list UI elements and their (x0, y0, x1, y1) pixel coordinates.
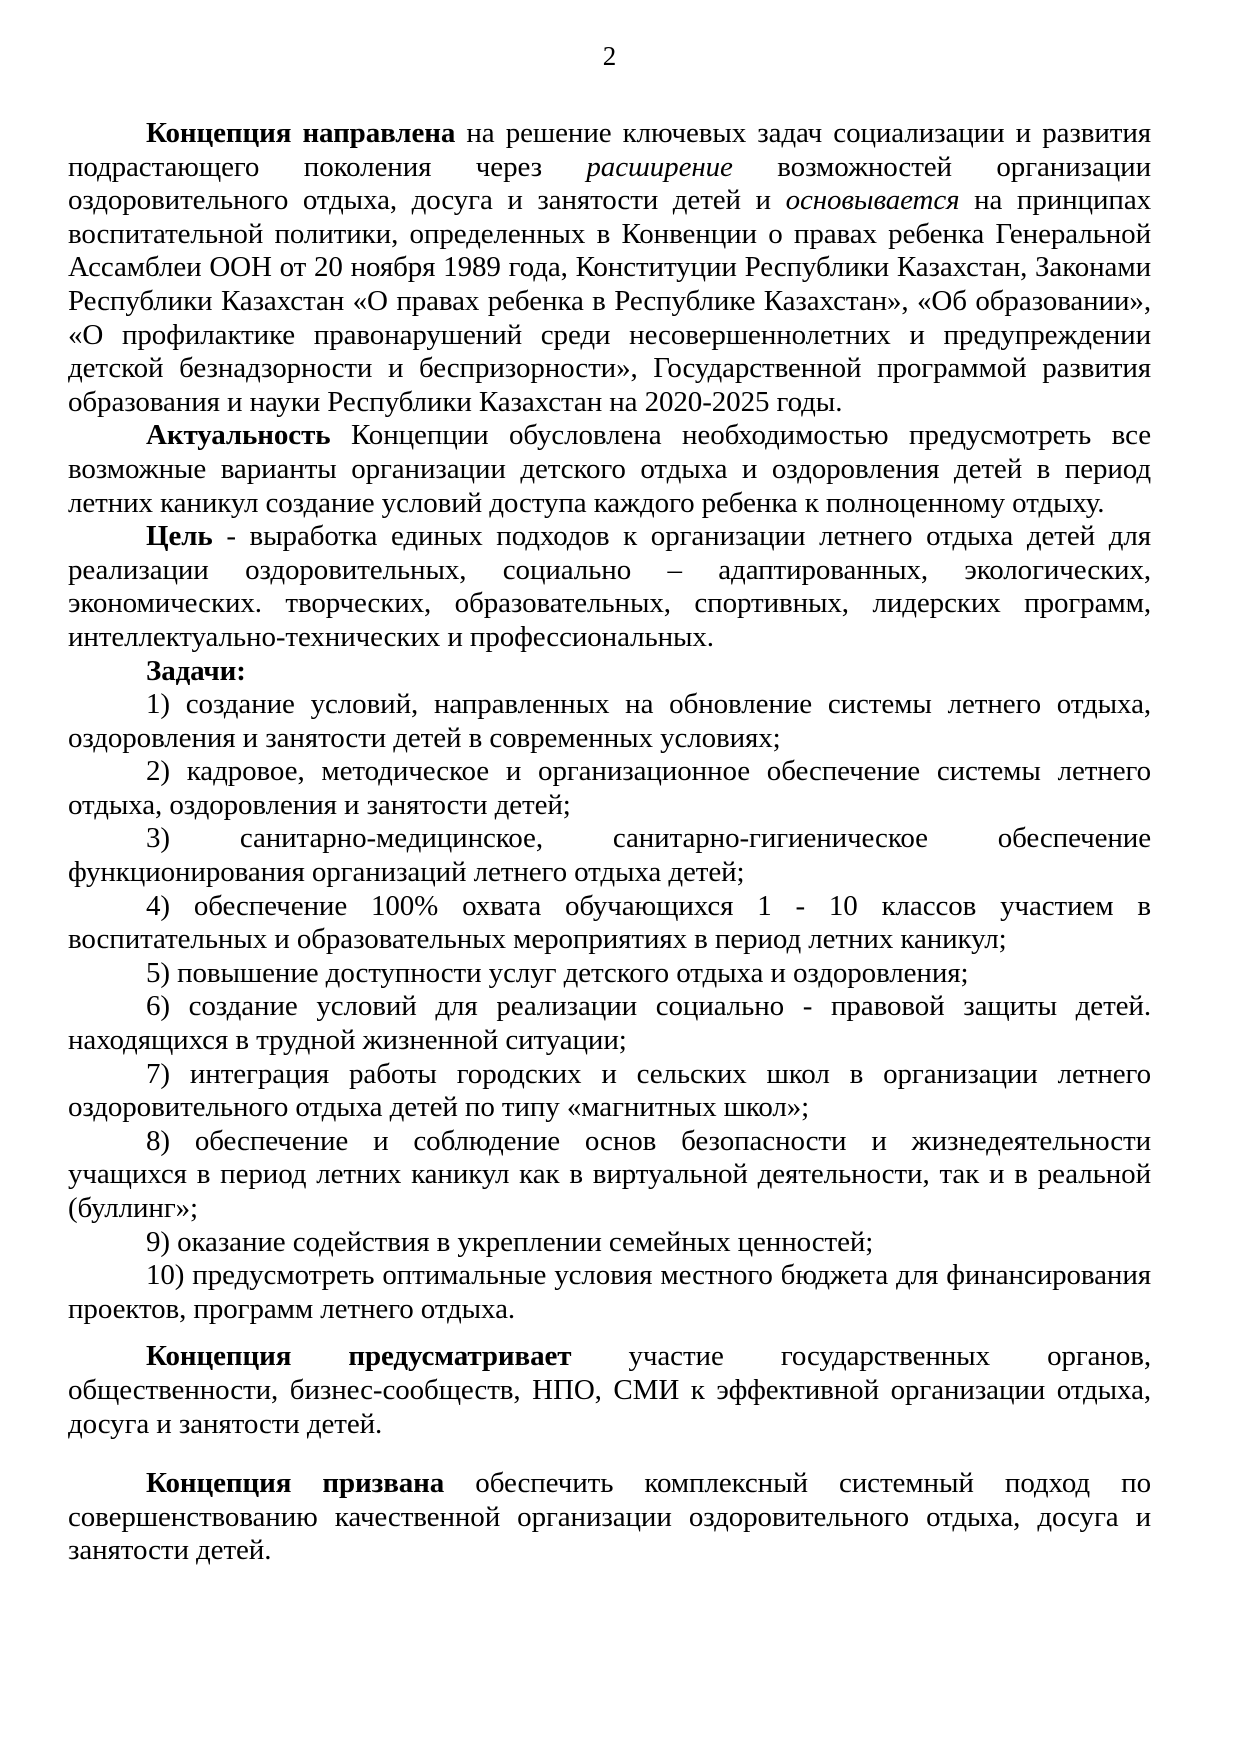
task-item-1 (68, 688, 1151, 755)
paragraph-concept-provides (68, 1340, 1151, 1441)
paragraph-tasks-heading (68, 655, 1151, 689)
task-item-10 (68, 1259, 1151, 1326)
text-run: Цель (146, 520, 213, 553)
text-run: участие государственных органов, общественности, бизнес-сообществ, НПО, СМИ к эффективной организации отдыха, досуга и занятости детей. (68, 1340, 1152, 1440)
text-run: на решение ключевых задач социализации и развития подрастающего поколения через (68, 117, 1151, 183)
task-item-8 (68, 1125, 1151, 1226)
task-item-7 (68, 1058, 1151, 1125)
text-run: 4) обеспечение 100% охвата обучающихся 1 - 10 классов участием в воспитательных и образовательных мероприятиях в период летних каникул; (68, 889, 1151, 956)
paragraph-relevance (68, 419, 1151, 520)
text-run: 10) предусмотреть оптимальные условия местного бюджета для финансирования проектов, программ летнего отдыха. (68, 1259, 1151, 1325)
paragraph-concept-called (68, 1467, 1151, 1568)
task-item-4 (68, 890, 1151, 957)
text-run: на принципах воспитательной политики, определенных в Конвенции о правах ребенка Генеральной Ассамблеи ООН от 20 ноября 1989 года, Конституции Республики Казахстан, Законами Республики Казахстан «О правах ребенка в Республике Казахстан», «Об образовании», «О профилактике правонарушений среди несовершеннолетних и предупреждении детской безнадзорности и беспризорности», Государственной программой развития образования и науки Республики Казахстан на 2020-2025 годы. (68, 184, 1151, 418)
text-run: 3) санитарно-медицинское, санитарно-гигиеническое обеспечение функционирования организаций летнего отдыха детей; (68, 822, 1151, 889)
text-run: Актуальность (146, 419, 331, 452)
paragraph-concept-directed (68, 117, 1151, 419)
text-run: основывается (785, 184, 960, 217)
text-run: обеспечить комплексный системный подход по совершенствованию качественной организации оздоровительного отдыха, досуга и занятости детей. (68, 1467, 1151, 1567)
text-run: возможностей организации оздоровительного отдыха, досуга и занятости детей и (68, 150, 1151, 217)
text-run: Концепция призвана (146, 1467, 445, 1500)
text-run: Задачи: (146, 654, 246, 687)
task-item-6 (68, 990, 1151, 1057)
text-run: 5) повышение доступности услуг детского отдыха и оздоровления; (146, 956, 969, 989)
text-run: 8) обеспечение и соблюдение основ безопасности и жизнедеятельности учащихся в период летних каникул как в виртуальной деятельности, так и в реальной (буллинг»; (68, 1124, 1151, 1224)
text-run: 6) создание условий для реализации социально - правовой защиты детей. находящихся в трудной жизненной ситуации; (68, 990, 1151, 1057)
text-run: расширение (586, 150, 733, 183)
text-run: 1) создание условий, направленных на обновление системы летнего отдыха, оздоровления и занятости детей в современных условиях; (68, 688, 1151, 754)
text-run: - выработка единых подходов к организации летнего отдыха детей для реализации оздоровительных, социально – адаптированных, экологических, экономических. творческих, образовательных, спортивных, лидерских программ, интеллектуально-технических и профессиональных. (68, 520, 1151, 653)
task-item-9 (68, 1226, 1151, 1260)
task-item-2 (68, 755, 1151, 822)
paragraph-goal (68, 520, 1151, 654)
document-body (68, 117, 1151, 1568)
page-number: 2 (602, 41, 617, 71)
text-run: 2) кадровое, методическое и организационное обеспечение системы летнего отдыха, оздоровления и занятости детей; (68, 755, 1151, 821)
text-run: 9) оказание содействия в укреплении семейных ценностей; (146, 1225, 874, 1258)
text-run: Концепция предусматривает (146, 1340, 572, 1373)
text-run: Концепции обусловлена необходимостью предусмотреть все возможные варианты организации детского отдыха и оздоровления детей в период летних каникул создание условий доступа каждого ребенка к полноценному отдыху. (68, 419, 1151, 519)
task-item-3 (68, 822, 1151, 889)
task-item-5 (68, 957, 1151, 991)
text-run: Концепция направлена (146, 117, 456, 149)
text-run: 7) интеграция работы городских и сельских школ в организации летнего оздоровительного отдыха детей по типу «магнитных школ»; (68, 1057, 1151, 1124)
